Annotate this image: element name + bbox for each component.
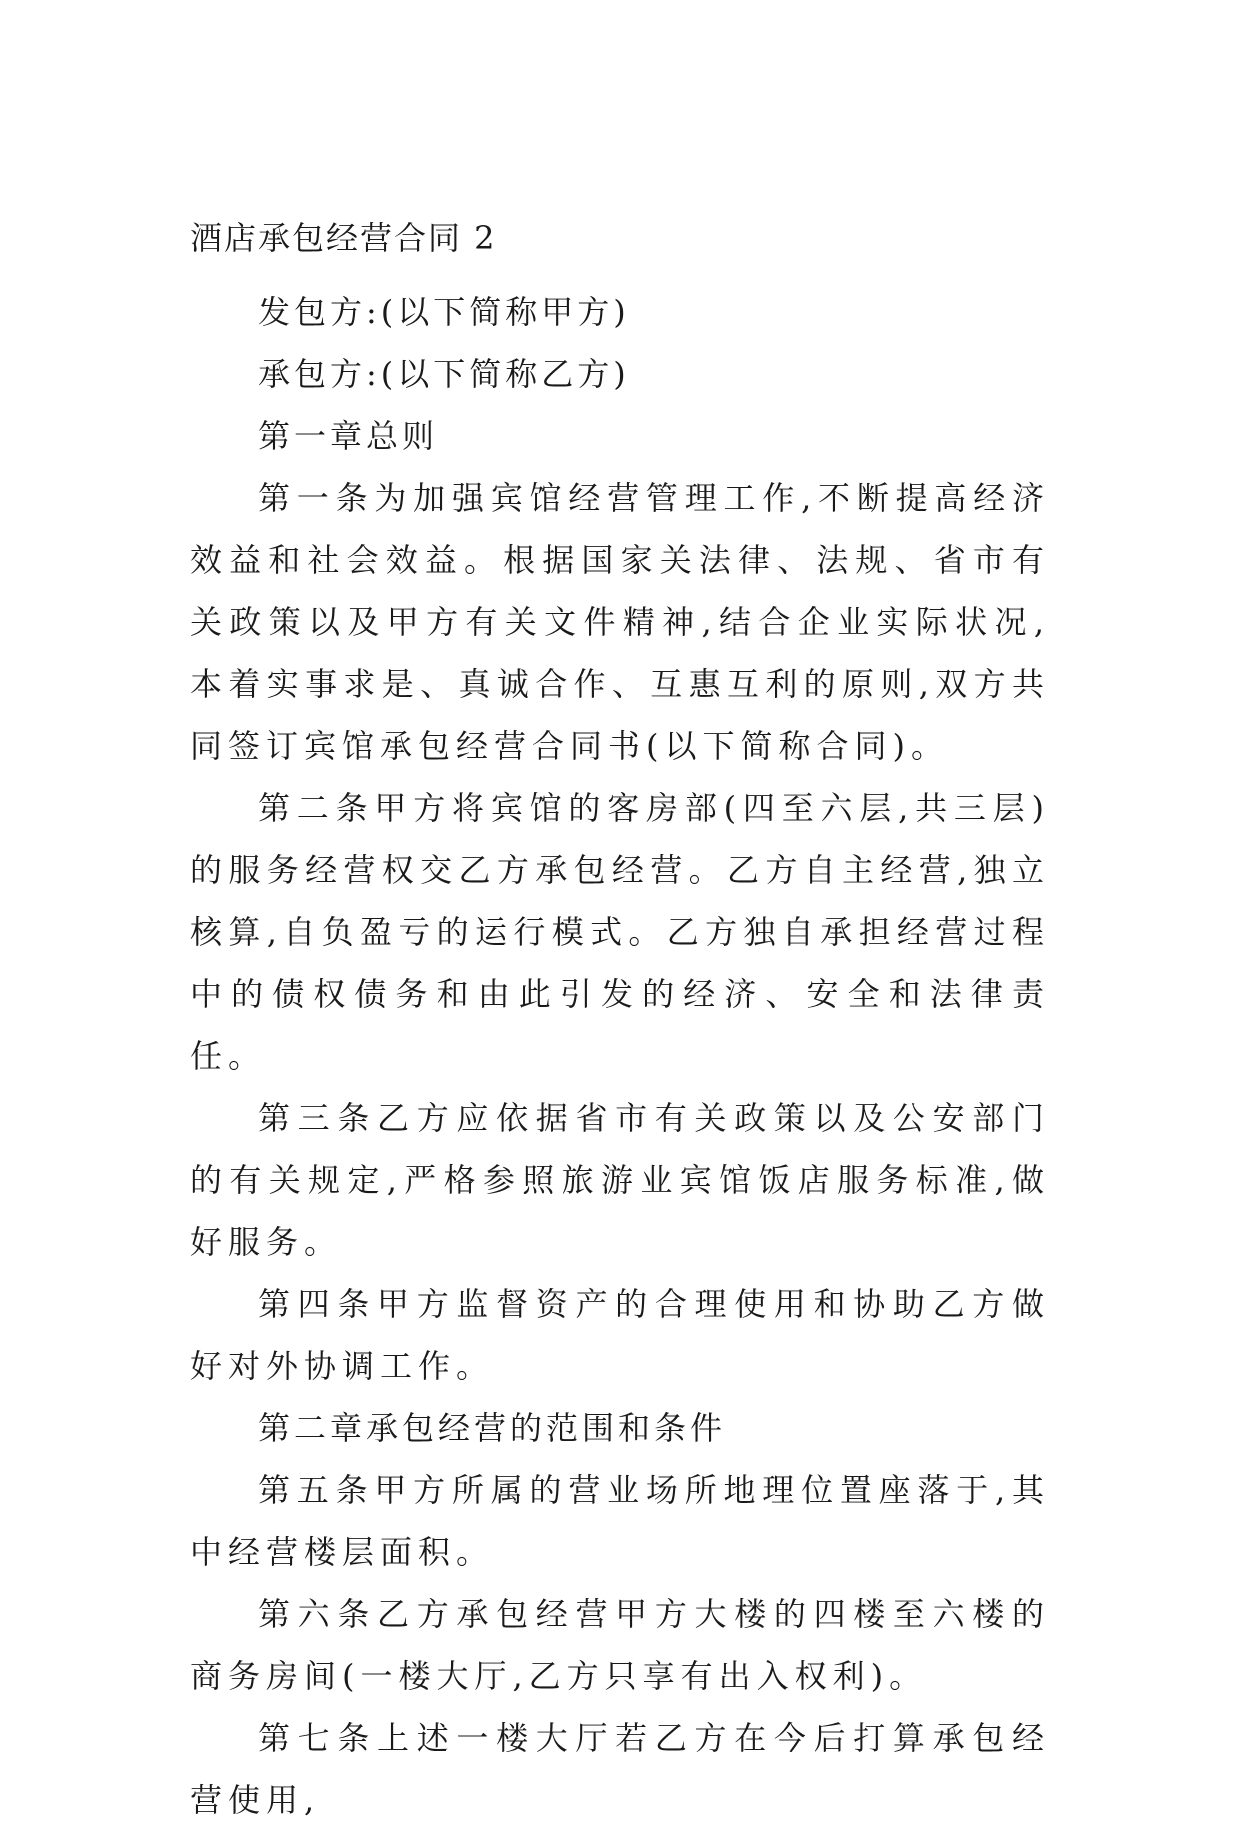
chapter-1-heading: 第一章总则 — [258, 417, 439, 455]
document-title: 酒店承包经营合同 2 — [190, 219, 497, 257]
article-2: 第二条甲方将宾馆的客房部(四至六层,共三层)的服务经营权交乙方承包经营。乙方自主经营,独立核算,自负盈亏的运行模式。乙方独自承担经营过程中的债权债务和由此引发的经济、安全和法律责任。 — [190, 789, 1050, 1075]
article-6: 第六条乙方承包经营甲方大楼的四楼至六楼的商务房间(一楼大厅,乙方只享有出入权利)。 — [190, 1595, 1050, 1695]
article-4: 第四条甲方监督资产的合理使用和协助乙方做好对外协调工作。 — [190, 1285, 1050, 1385]
chapter-2-heading: 第二章承包经营的范围和条件 — [258, 1409, 727, 1447]
paragraph-issuer: 发包方:(以下简称甲方) — [258, 293, 630, 331]
article-5: 第五条甲方所属的营业场所地理位置座落于,其中经营楼层面积。 — [190, 1471, 1050, 1571]
article-7: 第七条上述一楼大厅若乙方在今后打算承包经营使用, — [190, 1719, 1050, 1819]
document-body — [190, 218, 1050, 1831]
paragraph-contractor: 承包方:(以下简称乙方) — [258, 355, 630, 393]
article-1: 第一条为加强宾馆经营管理工作,不断提高经济效益和社会效益。根据国家关法律、法规、省市有关政策以及甲方有关文件精神,结合企业实际状况,本着实事求是、真诚合作、互惠互利的原则,双方共同签订宾馆承包经营合同书(以下简称合同)。 — [190, 479, 1050, 765]
article-3: 第三条乙方应依据省市有关政策以及公安部门的有关规定,严格参照旅游业宾馆饭店服务标准,做好服务。 — [190, 1099, 1050, 1261]
